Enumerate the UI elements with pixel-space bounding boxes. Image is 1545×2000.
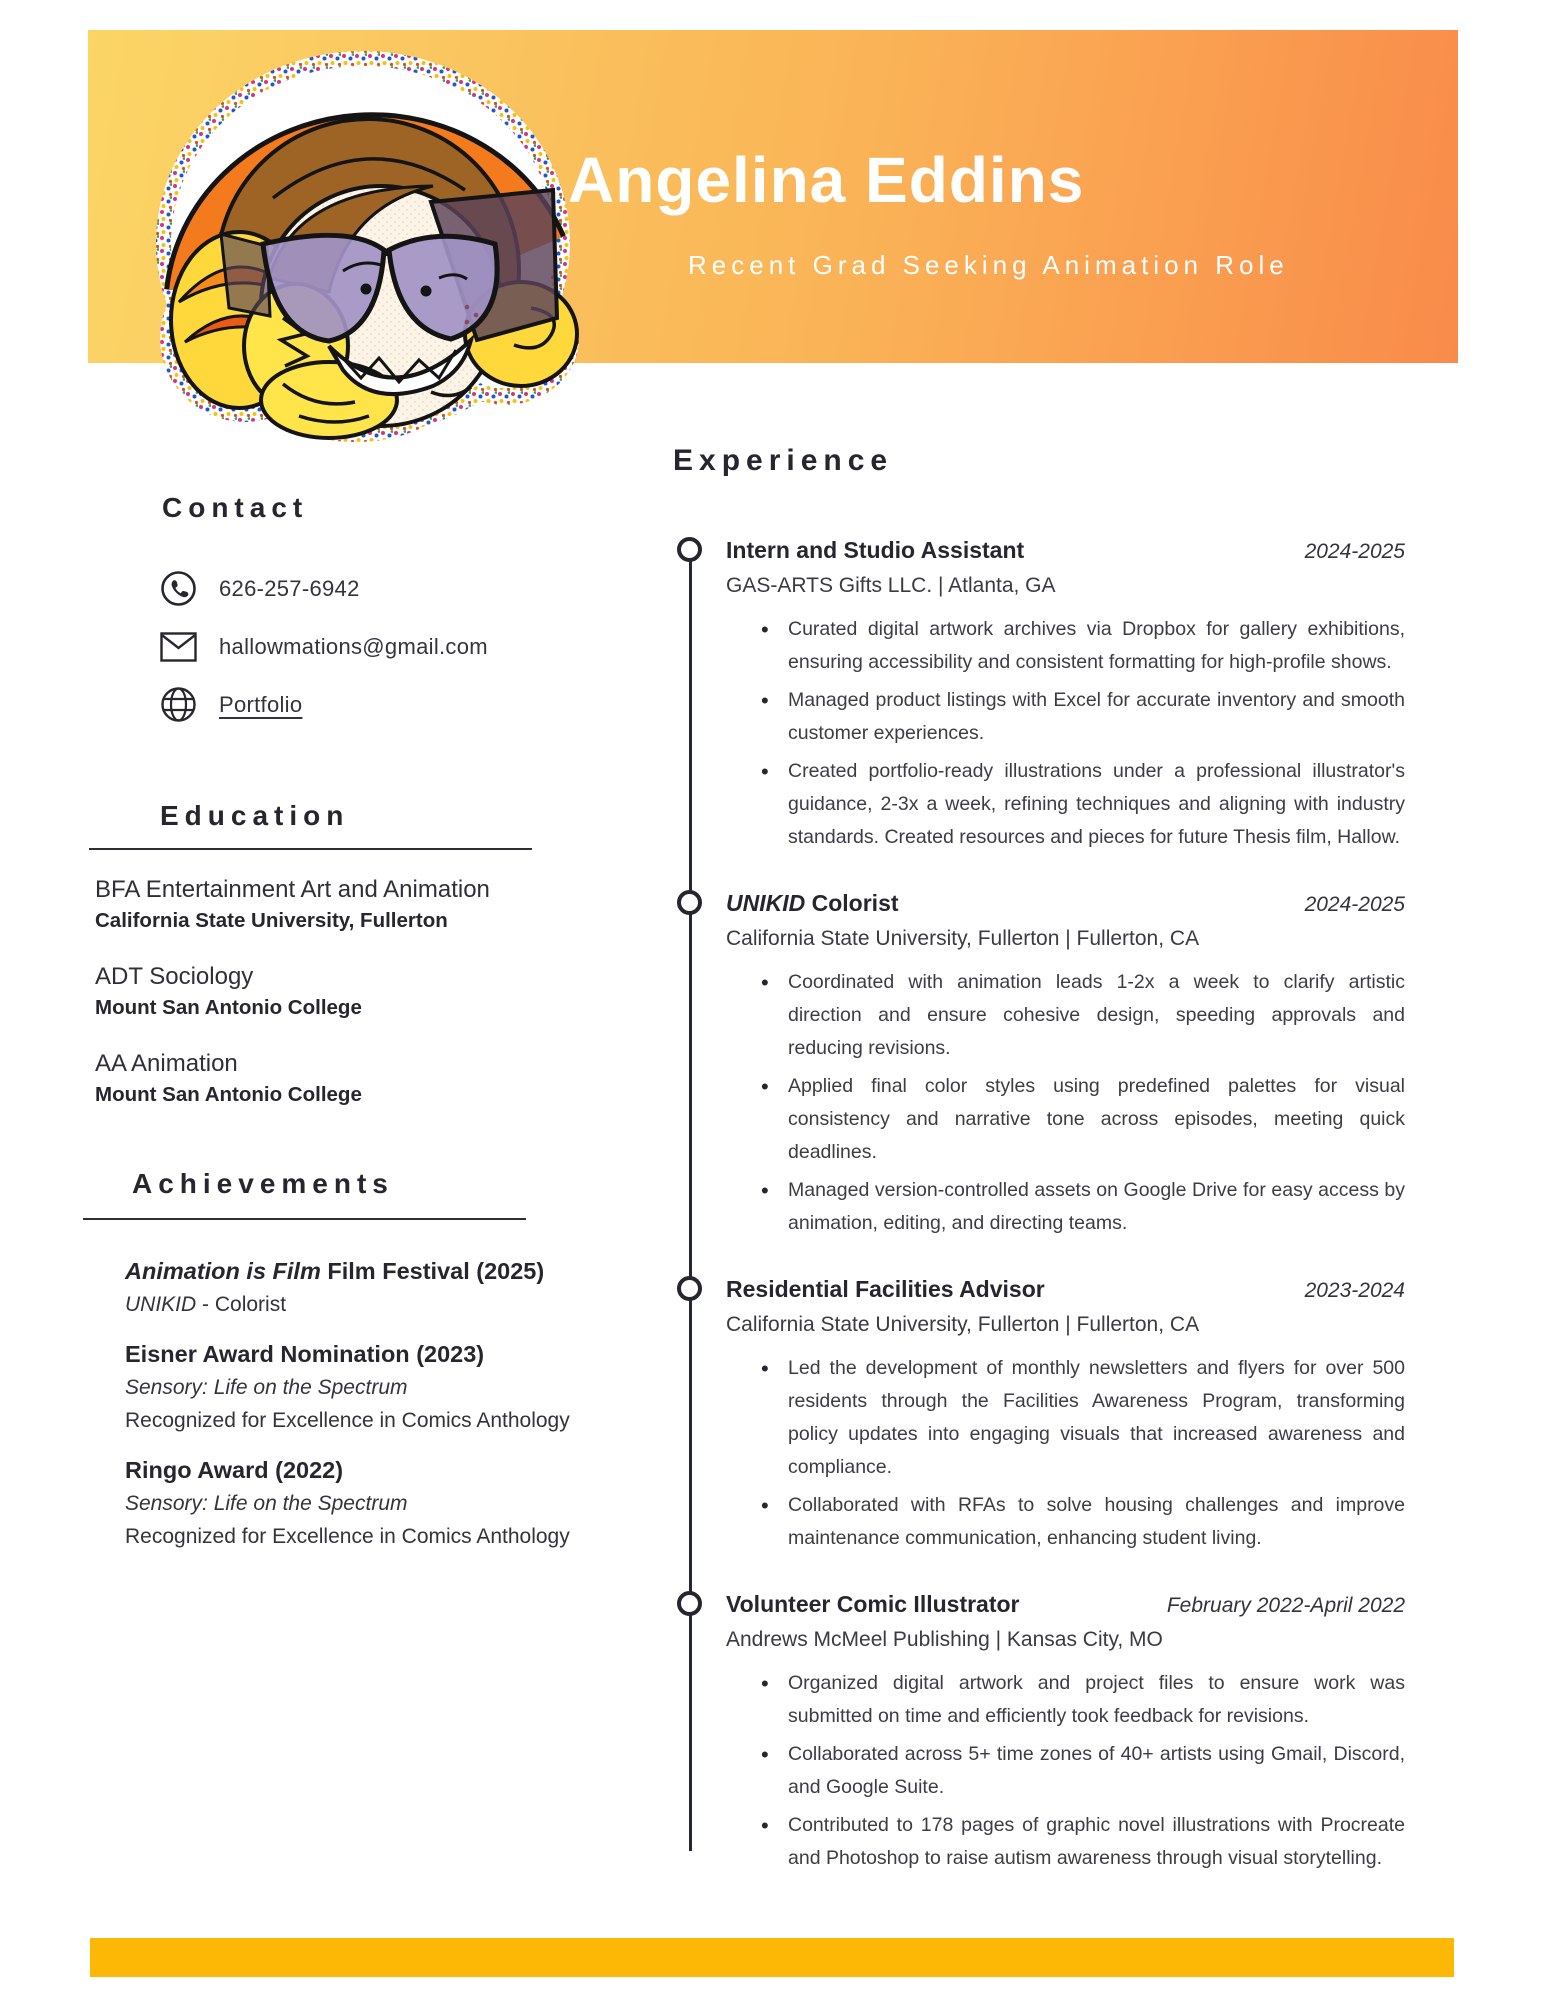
job-entry	[668, 1274, 1405, 1555]
globe-icon	[160, 686, 197, 723]
achievement-title	[125, 1256, 555, 1287]
achievement-title	[125, 1455, 555, 1486]
contact-item-email	[95, 628, 545, 665]
job-entry	[668, 888, 1405, 1240]
bullet-item: • Coordinated with animation leads 1-2x a week to clarify artistic direction and ensure cohesive design, speeding approvals and reducing revisions.	[726, 966, 1405, 1065]
education-item	[95, 1048, 547, 1109]
bullet-item: • Collaborated with RFAs to solve housing challenges and improve maintenance communication, enhancing student living.	[726, 1489, 1405, 1555]
achievement-detail-text: - Colorist	[196, 1293, 287, 1317]
email-address: hallowmations@gmail.com	[219, 633, 488, 659]
achievements-heading: Achievements	[132, 1168, 394, 1199]
job-title-row	[726, 1274, 1405, 1304]
achievement-detail-italic: Sensory: Life on the Spectrum	[125, 1492, 408, 1516]
job-entry	[668, 535, 1405, 854]
job-title-row	[726, 888, 1405, 918]
bullet-item: • Applied final color styles using predefined palettes for visual consistency and narrative tone across episodes, meeting quick deadlines.	[726, 1070, 1405, 1169]
job-bullet-list	[726, 1667, 1405, 1875]
job-entry	[668, 1589, 1405, 1875]
person-name: Angelina Eddins	[568, 144, 1085, 216]
job-company: California State University, Fullerton | Fullerton, CA	[726, 926, 1200, 950]
job-title-text: Volunteer Comic Illustrator	[726, 1590, 1020, 1617]
job-title-text: Residential Facilities Advisor	[726, 1275, 1045, 1302]
school-name: Mount San Antonio College	[95, 1083, 362, 1107]
job-dates: 2024-2025	[1304, 539, 1405, 563]
achievement-title-text: Eisner Award Nomination (2023)	[125, 1341, 485, 1368]
bullet-item: • Organized digital artwork and project files to ensure work was submitted on time and efficiently took feedback for revisions.	[726, 1667, 1405, 1733]
job-bullet-list	[726, 966, 1405, 1240]
achievement-item	[125, 1256, 555, 1320]
experience-section	[668, 444, 1405, 1909]
job-dates: 2024-2025	[1304, 892, 1405, 916]
person-tagline: Recent Grad Seeking Animation Role	[688, 250, 1289, 280]
experience-heading: Experience	[673, 444, 894, 477]
avatar-image	[133, 40, 585, 444]
education-list	[95, 874, 547, 1109]
experience-timeline	[668, 535, 1405, 1875]
achievement-detail-italic: UNIKID	[125, 1293, 197, 1317]
education-item	[95, 874, 547, 935]
contact-section	[95, 492, 545, 744]
contact-item-portfolio	[95, 686, 545, 723]
school-name: Mount San Antonio College	[95, 996, 362, 1020]
job-title	[726, 1589, 1020, 1619]
degree-name: BFA Entertainment Art and Animation	[95, 876, 490, 904]
achievements-divider	[83, 1218, 526, 1220]
education-divider	[89, 848, 532, 850]
achievement-title-text: Ringo Award (2022)	[125, 1457, 344, 1484]
job-title	[726, 1274, 1045, 1304]
bullet-item: • Managed product listings with Excel for accurate inventory and smooth customer experiences.	[726, 684, 1405, 750]
contact-heading: Contact	[162, 492, 309, 523]
job-title-text: Colorist	[805, 889, 899, 916]
achievement-item	[125, 1455, 570, 1552]
achievement-title	[125, 1339, 555, 1370]
phone-icon	[160, 570, 197, 607]
job-title-italic: UNIKID	[726, 889, 806, 916]
achievement-item	[125, 1339, 570, 1436]
achievements-list	[95, 1256, 570, 1552]
achievement-detail-italic: Sensory: Life on the Spectrum	[125, 1376, 408, 1400]
achievement-detail: Recognized for Excellence in Comics Anthology	[125, 1409, 570, 1433]
achievement-detail: Recognized for Excellence in Comics Anthology	[125, 1525, 570, 1549]
education-section	[95, 800, 547, 1135]
bullet-item: • Led the development of monthly newsletters and flyers for over 500 residents through the Facilities Awareness Program, transforming policy updates into engaging visuals that increased awareness and compliance.	[726, 1352, 1405, 1484]
job-company: California State University, Fullerton | Fullerton, CA	[726, 1312, 1200, 1336]
job-title-text: Intern and Studio Assistant	[726, 536, 1025, 563]
education-heading: Education	[160, 800, 350, 831]
degree-name: ADT Sociology	[95, 963, 254, 991]
achievement-detail	[125, 1290, 555, 1320]
job-bullet-list	[726, 1352, 1405, 1555]
achievement-title-italic: Animation is Film	[125, 1258, 321, 1285]
avatar-illustration	[133, 40, 585, 444]
school-name: California State University, Fullerton	[95, 909, 448, 933]
degree-name: AA Animation	[95, 1050, 238, 1078]
job-dates: February 2022-April 2022	[1166, 1593, 1405, 1617]
footer-accent-bar	[90, 1938, 1454, 1977]
achievement-detail	[125, 1373, 555, 1403]
email-icon	[160, 628, 197, 665]
bullet-item: • Managed version-controlled assets on Google Drive for easy access by animation, editing, and directing teams.	[726, 1174, 1405, 1240]
job-company: GAS-ARTS Gifts LLC. | Atlanta, GA	[726, 573, 1056, 597]
achievement-title-text: Film Festival (2025)	[320, 1258, 545, 1285]
bullet-item: • Contributed to 178 pages of graphic novel illustrations with Procreate and Photoshop to raise autism awareness through visual storytelling.	[726, 1809, 1405, 1875]
job-title	[726, 535, 1024, 565]
contact-item-phone	[95, 570, 545, 607]
phone-number: 626-257-6942	[219, 575, 360, 601]
bullet-item: • Collaborated across 5+ time zones of 40+ artists using Gmail, Discord, and Google Suite.	[726, 1738, 1405, 1804]
bullet-item: • Curated digital artwork archives via Dropbox for gallery exhibitions, ensuring accessibility and consistent formatting for high-profile shows.	[726, 613, 1405, 679]
job-dates: 2023-2024	[1304, 1278, 1405, 1302]
job-title-row	[726, 535, 1405, 565]
achievements-section	[95, 1168, 570, 1571]
bullet-item: • Created portfolio-ready illustrations under a professional illustrator's guidance, 2-3x a week, refining techniques and aligning with industry standards. Created resources and pieces for future Thesis film, Hallow.	[726, 755, 1405, 854]
education-item	[95, 961, 547, 1022]
contact-list	[95, 570, 545, 723]
portfolio-link[interactable]: Portfolio	[219, 691, 303, 717]
job-bullet-list	[726, 613, 1405, 854]
job-title-row	[726, 1589, 1405, 1619]
job-title	[726, 888, 899, 918]
job-company: Andrews McMeel Publishing | Kansas City, MO	[726, 1627, 1163, 1651]
achievement-detail	[125, 1489, 555, 1519]
